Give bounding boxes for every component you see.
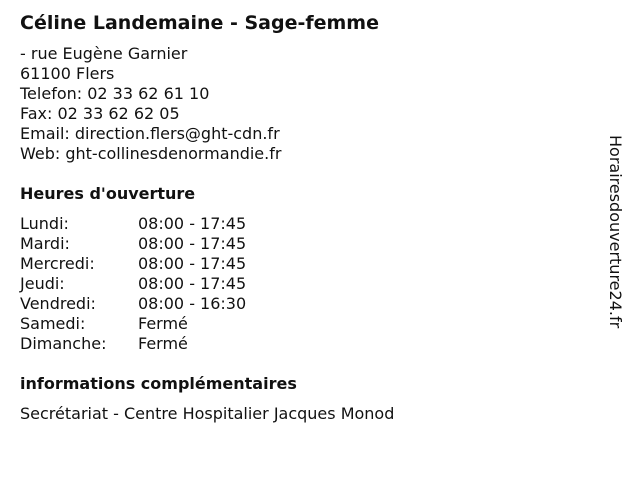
brand-watermark: Horairesdouverture24.fr <box>606 135 625 329</box>
address-city: 61100 Flers <box>20 64 115 83</box>
hours-day: Vendredi: <box>20 294 96 313</box>
phone-number: Telefon: 02 33 62 61 10 <box>20 84 210 103</box>
hours-time: 08:00 - 17:45 <box>138 214 247 233</box>
fax-number: Fax: 02 33 62 62 05 <box>20 104 180 123</box>
hours-time: Fermé <box>138 334 188 353</box>
hours-row-sunday <box>20 334 590 354</box>
hours-row-tuesday <box>20 234 590 254</box>
hours-time: Fermé <box>138 314 188 333</box>
hours-row-monday <box>20 214 590 234</box>
hours-day: Lundi: <box>20 214 69 233</box>
info-heading: informations complémentaires <box>20 374 297 393</box>
email-address: Email: direction.flers@ght-cdn.fr <box>20 124 280 143</box>
hours-day: Jeudi: <box>20 274 65 293</box>
hours-time: 08:00 - 17:45 <box>138 254 247 273</box>
page-title: Céline Landemaine - Sage-femme <box>20 12 379 34</box>
hours-row-wednesday <box>20 254 590 274</box>
hours-time: 08:00 - 17:45 <box>138 234 247 253</box>
listing-card <box>20 10 590 424</box>
hours-heading: Heures d'ouverture <box>20 184 196 203</box>
hours-row-saturday <box>20 314 590 334</box>
hours-row-friday <box>20 294 590 314</box>
info-text: Secrétariat - Centre Hospitalier Jacques Monod <box>20 404 395 423</box>
website-address: Web: ght-collinesdenormandie.fr <box>20 144 282 163</box>
hours-row-thursday <box>20 274 590 294</box>
hours-time: 08:00 - 17:45 <box>138 274 247 293</box>
address-street: - rue Eugène Garnier <box>20 44 188 63</box>
hours-day: Mardi: <box>20 234 70 253</box>
hours-day: Samedi: <box>20 314 86 333</box>
hours-day: Dimanche: <box>20 334 107 353</box>
hours-time: 08:00 - 16:30 <box>138 294 247 313</box>
hours-day: Mercredi: <box>20 254 95 273</box>
